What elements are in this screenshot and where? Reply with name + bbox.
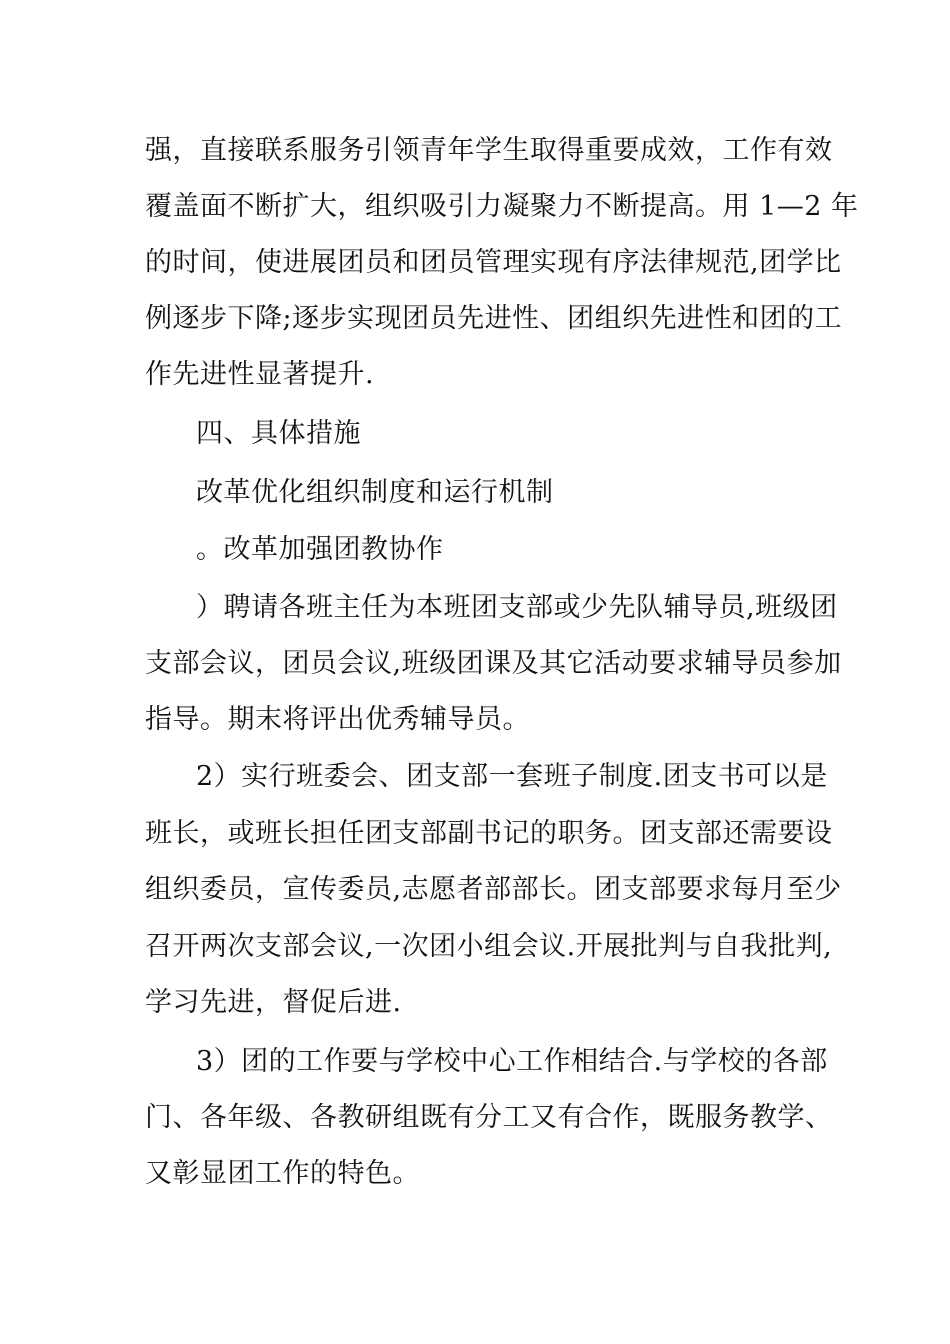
paragraph-line: 的时间，使进展团员和团员管理实现有序法律规范,团学比: [145, 247, 842, 278]
paragraph-line: 指导。期末将评出优秀辅导员。: [145, 704, 530, 735]
paragraph-line: 支部会议，团员会议,班级团课及其它活动要求辅导员参加: [145, 648, 842, 679]
paragraph-line: 门、各年级、各教研组既有分工又有合作，既服务教学、: [145, 1102, 833, 1133]
paragraph-line: 作先进性显著提升.: [145, 359, 375, 390]
paragraph-line: 又彰显团工作的特色。: [145, 1158, 420, 1189]
paragraph-line: 组织委员，宣传委员,志愿者部部长。团支部要求每月至少: [145, 874, 842, 905]
paragraph-line: 强，直接联系服务引领青年学生取得重要成效，工作有效: [145, 135, 833, 166]
paragraph-line: 班长，或班长担任团支部副书记的职务。团支部还需要设: [145, 818, 833, 849]
subsection-heading: 改革优化组织制度和运行机制: [196, 477, 554, 508]
subsection-heading: 。改革加强团教协作: [196, 534, 444, 565]
paragraph-line: 学习先进，督促后进.: [145, 987, 402, 1018]
paragraph-line: 例逐步下降;逐步实现团员先进性、团组织先进性和团的工: [145, 303, 843, 334]
paragraph-line: 2）实行班委会、团支部一套班子制度.团支书可以是: [196, 761, 828, 792]
paragraph-line: 覆盖面不断扩大，组织吸引力凝聚力不断提高。用 1—2 年: [145, 191, 859, 222]
paragraph-line: 召开两次支部会议,一次团小组会议.开展批判与自我批判,: [145, 931, 833, 962]
paragraph-line: 3）团的工作要与学校中心工作相结合.与学校的各部: [196, 1046, 828, 1077]
section-heading: 四、具体措施: [196, 418, 361, 449]
paragraph-line: ）聘请各班主任为本班团支部或少先队辅导员,班级团: [196, 592, 838, 623]
